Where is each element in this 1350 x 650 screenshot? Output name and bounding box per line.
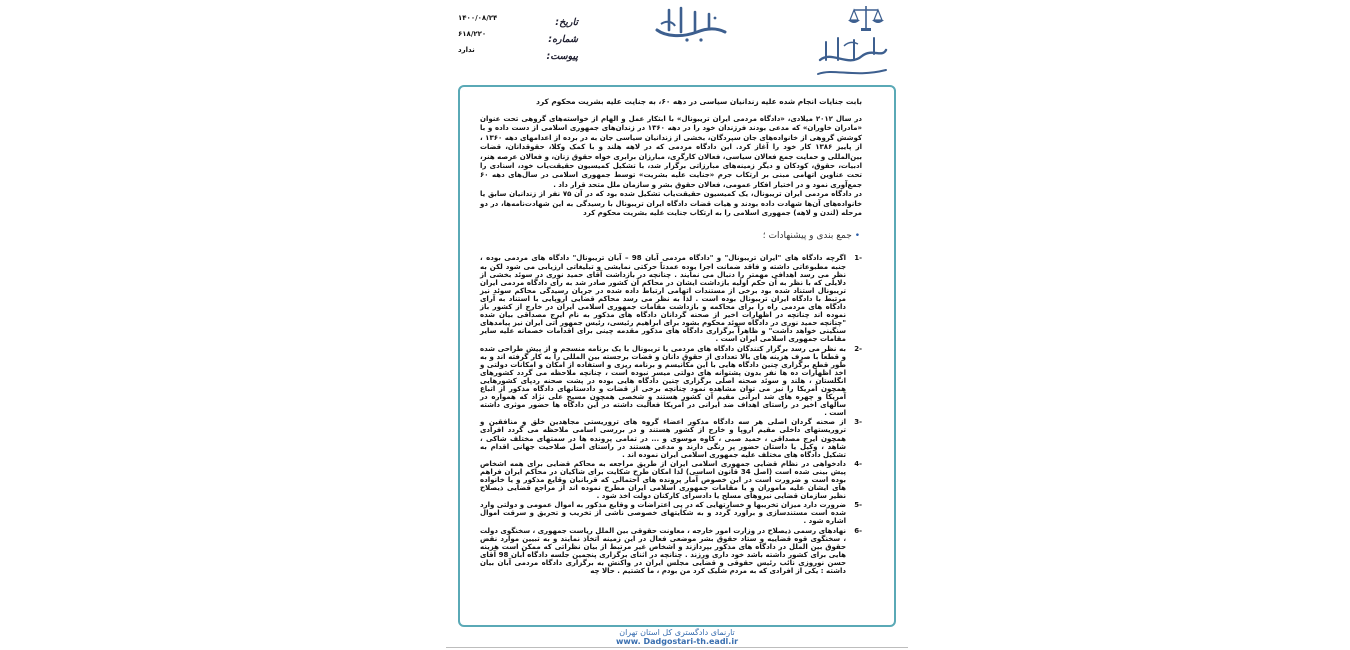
header-reference-values bbox=[458, 10, 518, 58]
calligraphy-logo bbox=[651, 2, 731, 46]
attachment-value: ندارد bbox=[458, 46, 475, 54]
judiciary-emblem-icon bbox=[814, 2, 890, 82]
bullet-icon: • bbox=[854, 231, 860, 242]
list-item-text: ضرورت دارد میزان تخریبها و خسارتهایی که در پی اعتراضات و وقایع مذکور به اموال عمومی و دولتی وارد شده است مستندسازی و برآورد گردد و به شکایتهای خصوصی ناشی از تخریب و تحریق و سرقت اموال اشاره شود . bbox=[480, 501, 846, 526]
list-item-text: اگرچه دادگاه های "ایران تریبونال" و "دادگاه مردمی آبان 98 – آبان تریبونال" دادگاه های مردمی بوده ، جنبه مطبوعاتی داشته و فاقد ضمانت اجرا بوده عمدتاً حرکتی نمایشی و تبلیغاتی ارزیابی می شود لکن به نظر می رسد اهدافی مهمتر را دنبال می نمایند . چنانچه در بازداشت آقای حمید نوری در سوئد بخشی از دلایلی که با نظر به آن حکم اولیه بازداشت ایشان در محاکم آن کشور صادر شد به رای دادگاه مردمی ایران تریبونال استناد شده بود برخی از مستندات اتهامی ارتباط داده شده در جریان رسیدگی محاکم سوئد نیز مرتبط با دادگاه ایران تریبونال بوده است . لذا به نظر می رسد محاکم قضایی اروپایی با استناد به آرای دادگاه های مردمی راه را برای محاکمه و بازداشت مقامات جمهوری اسلامی ایران در خارج از کشور باز نموده اند چنانچه در اظهارات اخیر از صحنه گردانان دادگاه های مذکور به نام ایرج مصداقی بیان شده "چنانچه حمید نوری در دادگاه سوئد محکوم بشود برای ابراهیم رئیسی، رئیس جمهور آتی ایران نیز پیامدهای سنگینی خواهد داشت" و ظاهراً برگزاری دادگاه های مذکور مقدمه چینی برای اقدامات خصمانه علیه سایر مقامات جمهوری اسلامی ایران است . bbox=[480, 254, 846, 344]
list-item-number: -4 bbox=[854, 459, 862, 468]
intro-paragraph: در سال ۲۰۱۲ میلادی، «دادگاه مردمی ایران تریبونال» با ابتکار عمل و الهام از خواسته‌های گروهی تحت عنوان «مادران خاوران» که مدعی بودند فرزندان خود را در دهه ۱۳۶۰ در زندان‌های جمهوری اسلامی از دست داده و با کوشش گروهی از خانواده‌های جان سپردگان، بخشی از زندانیان سیاسی جان به در برده از اعدامهای دهه ۱۳۶۰ ، از پاییز ۱۳۸۶ کار خود را آغاز کرد. این دادگاه مردمی که در لاهه هلند و با کمک وکلا، حقوقدانان، قضات بین‌المللی و حمایت جمع فعالان سیاسی، فعالان کارگری، مبارزان برابری خواه حقوق زنان، و فعالان عرصه هنر، ادبیات، حقوق، کودکان و دیگر زمینه‌های مبارزاتی برگزار شد، با تشکیل کمیسیون حقیقت‌یاب خود، اسنادی را تحت عناوین اتهامی مبنی بر ارتکاب جرم «جنایت علیه بشریت» توسط جمهوری اسلامی در سال‌های دهه ۶۰ جمع‌آوری نمود و در اختیار افکار عمومی، فعالان حقوق بشر و سازمان ملل متحد قرار داد . bbox=[480, 115, 863, 189]
footer-label: تارنمای دادگستری کل استان تهران bbox=[619, 628, 735, 637]
list-item-number: -5 bbox=[854, 501, 862, 510]
page-bottom-divider bbox=[446, 647, 908, 648]
date-value: ۱۴۰۰/۰۸/۲۴ bbox=[458, 14, 498, 22]
list-item-number: -2 bbox=[854, 344, 862, 353]
list-item-number: -3 bbox=[854, 418, 862, 427]
list-item-number: -1 bbox=[854, 254, 862, 263]
footer-url-link[interactable]: www. Dadgostari-th.eadl.ir bbox=[615, 637, 739, 646]
header-labels bbox=[544, 14, 578, 65]
list-item-number: -6 bbox=[854, 526, 862, 535]
list-item bbox=[480, 527, 862, 576]
page-footer bbox=[458, 628, 896, 646]
intro-paragraph: در دادگاه مردمی ایران تریبونال، یک کمیسیون حقیقت‌یاب تشکیل شده بود که در آن ۷۵ نفر از زندانیان سابق یا خانواده‌های آن‌ها شهادت داده بودند و هیات قضات دادگاه ایران تریبونال با رسیدگی به این شهادت‌نامه‌ها، در دو مرحله (لندن و لاهه) جمهوری اسلامی را به ارتکاب جنایت علیه بشریت محکوم کرد bbox=[480, 190, 862, 218]
list-item bbox=[480, 254, 862, 343]
list-item-text: نهادهای رسمی ذیصلاح در وزارت امور خارجه ، معاونت حقوقی بین الملل ریاست جمهوری ، سخنگوی دولت ، سخنگوی قوه قضاییه و ستاد حقوق بشر موضعی فعال در این زمینه اتخاذ نمایند و به تبیین موارد نقض حقوق بین الملل در دادگاه های مذکور بپردازند و اشخاص غیر مرتبط از بیان نظراتی که ممکن است هزینه هایی برای کشور داشته باشد خود داری ورزند . چنانچه در اثنای برگزاری پنجمین جلسه دادگاه آبان 98 آقای حسن نوروزی نائب رئیس حقوقی و قضایی مجلس ایران در واکنش به برگزاری دادگاه مردمی آبان بیان داشته : یکی از افرادی که به مردم شلیک کرد من بودم ، ما کشتیم . حالا چه bbox=[480, 526, 846, 576]
number-value: ۶۱۸/۲۲۰ bbox=[458, 30, 487, 38]
document-page bbox=[446, 0, 908, 650]
list-item bbox=[480, 501, 862, 525]
date-label: تاریخ: bbox=[555, 17, 578, 28]
list-item-text: دادخواهی در نظام قضایی جمهوری اسلامی ایران از طریق مراجعه به محاکم قضایی برای همه اشخاص پیش بینی شده است (اصل 34 قانون اساسی) لذا امکان طرح شکایت برای شاکیان در محاکم ایران فراهم بوده است و ضرورت است در این خصوص آمار پرونده های احتمالی که قربانیان وقایع مذکور و یا خانواده های ایشان علیه ماموران و یا مقامات جمهوری اسلامی ایران مطرح نموده اند از مراجع قضایی ذیصلاح نظیر سازمان قضایی نیروهای مسلح یا دادسرای کارکنان دولت اخذ شود . bbox=[480, 459, 846, 501]
recommendations-list bbox=[480, 254, 862, 575]
list-item bbox=[480, 460, 862, 500]
list-item-text: از صحنه گردان اصلی هر سه دادگاه مذکور اعضاء گروه های تروریستی مجاهدین خلق و منافقین و تروریستهای داخلی مقیم اروپا و خارج از کشور هستند و در بررسی اسامی ملاحظه می گردد افرادی همچون ایرج مصداقی ، حمید صبی ، کاوه موسوی و ... در تمامی پرونده ها در سمتهای مختلف شاکی ، شاهد ، وکیل یا داستان حضور پر رنگی دارند و مدعی هستند در راستای اصل صلاحیت جهانی اقدام به تشکیل دادگاه های مختلف علیه جمهوری اسلامی ایران نموده اند . bbox=[480, 418, 846, 459]
number-label: شماره: bbox=[548, 34, 578, 45]
list-item-text: به نظر می رسد برگزار کنندگان دادگاه های مردمی یا تریبونال با یک برنامه منسجم و از پیش طراحی شده و قطعاً با صرف هزینه های بالا تعدادی از حقوق دانان و قضات برجسته بین المللی را به کار گرفته اند و به طور قطع برگزاری چنین دادگاه هایی با این مکانیسم و برنامه ریزی و استفاده از امکان و امکانات دولتی و اخذ اظهارات ده ها نفر بدون پشتوانه های دولتی میسر نبوده است ، چنانچه ملاحظه می گردد کشورهای انگلستان ، هلند و سوئد صحنه اصلی برگزاری چنین دادگاه هایی بوده در پشت صحنه ردپای کشورهایی همچون آمریکا را نیز می توان مشاهده نمود چنانچه برخی از قضات و دادستانهای دادگاه مذکور از اتباع آمریکا و چهره های شد ایرانی مقیم آن کشور هستند و شخصی همچون مسیح علی نژاد که همواره در سالهای اخیر در راستای اهداف ضد ایرانی در آمریکا فعالیت داشته در این دادگاه ها حضور موثری داشته است . bbox=[480, 344, 846, 418]
summary-heading bbox=[480, 230, 862, 242]
document-content-frame bbox=[458, 85, 896, 627]
document-title: بابت جنایات انجام شده علیه زندانیان سیاسی در دهه ۶۰، به جنایت علیه بشریت محکوم کرد bbox=[536, 97, 862, 106]
list-item bbox=[480, 345, 862, 418]
list-item bbox=[480, 418, 862, 458]
document-body bbox=[480, 95, 862, 576]
summary-heading-text: جمع بندی و پیشنهادات ؛ bbox=[762, 231, 852, 242]
attachment-label: پیوست: bbox=[546, 51, 578, 62]
